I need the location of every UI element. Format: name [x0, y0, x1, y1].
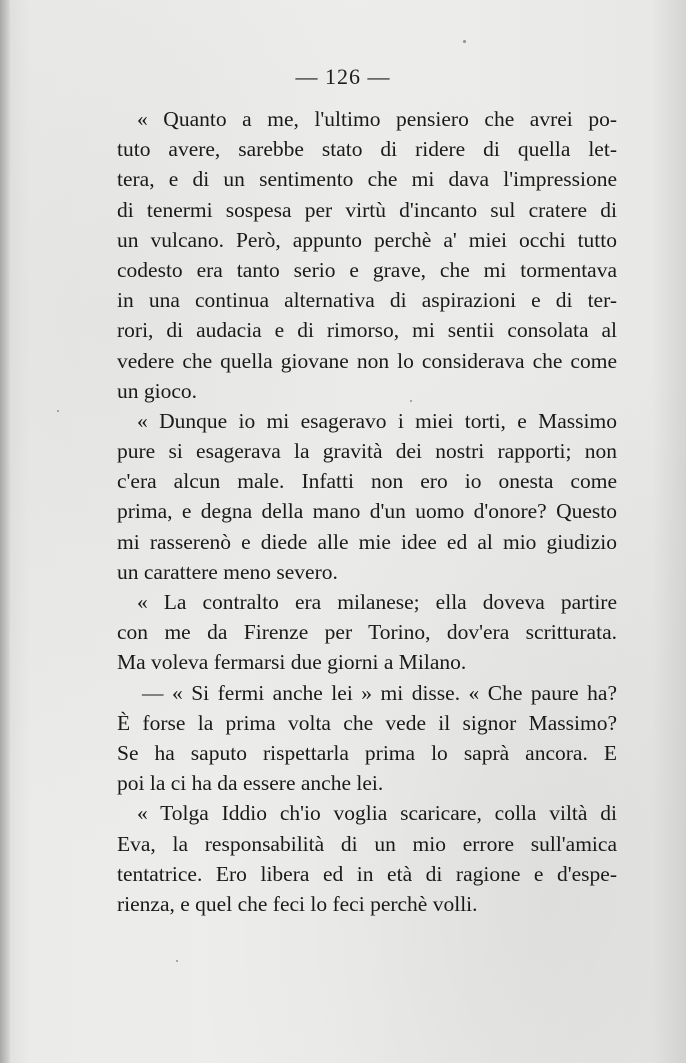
paper-speck: [176, 960, 178, 962]
text-line: — « Si fermi anche lei » mi disse. « Che paure ha?: [142, 680, 617, 705]
text-line: un vulcano. Però, appunto perchè a' miei occhi tutto: [117, 227, 617, 252]
text-line: « Quanto a me, l'ultimo pensiero che avrei po-: [137, 107, 617, 131]
text-line: tentatrice. Ero libera ed in età di ragione e d'espe-: [117, 861, 617, 886]
paper-speck: [463, 40, 466, 43]
page-number: — 126 —: [295, 64, 391, 89]
text-line: pure si esagerava la gravità dei nostri rapporti; non: [117, 439, 617, 464]
text-line: rori, di audacia e di rimorso, mi sentii consolata al: [117, 318, 617, 343]
text-line: un gioco.: [117, 378, 198, 403]
text-line: poi la ci ha da essere anche lei.: [117, 771, 384, 796]
text-line: codesto era tanto serio e grave, che mi tormentava: [117, 257, 617, 282]
text-line: Se ha saputo rispettarla prima lo saprà ancora. E: [117, 740, 617, 765]
text-line: È forse la prima volta che vede il signor Massimo?: [117, 710, 617, 735]
text-line: « La contralto era milanese; ella doveva partire: [137, 590, 617, 614]
text-line: tuto avere, sarebbe stato di ridere di quella let-: [117, 137, 617, 162]
text-line: con me da Firenze per Torino, dov'era scritturata.: [117, 620, 617, 645]
text-line: vedere che quella giovane non lo considerava che come: [117, 348, 617, 373]
body-text: [117, 104, 617, 919]
paper-speck: [57, 410, 59, 412]
text-line: di tenermi sospesa per virtù d'incanto sul cratere di: [117, 197, 617, 222]
text-line: « Dunque io mi esageravo i miei torti, e Massimo: [137, 408, 617, 433]
page-gutter-shadow: [0, 0, 10, 1063]
text-line: Eva, la responsabilità di un mio errore sull'amica: [117, 831, 617, 856]
text-line: tera, e di un sentimento che mi dava l'impressione: [117, 167, 617, 192]
text-line: prima, e degna della mano d'un uomo d'onore? Questo: [117, 499, 617, 524]
text-line: Ma voleva fermarsi due giorni a Milano.: [117, 650, 467, 675]
text-line: « Tolga Iddio ch'io voglia scaricare, colla viltà di: [137, 801, 617, 826]
paper-speck: [410, 400, 412, 402]
text-line: un carattere meno severo.: [117, 559, 338, 584]
text-line: c'era alcun male. Infatti non ero io onesta come: [117, 469, 617, 494]
text-line: rienza, e quel che feci lo feci perchè volli.: [117, 891, 478, 916]
text-line: mi rasserenò e diede alle mie idee ed al mio giudizio: [117, 529, 617, 554]
text-line: in una continua alternativa di aspirazioni e di ter-: [117, 288, 617, 313]
